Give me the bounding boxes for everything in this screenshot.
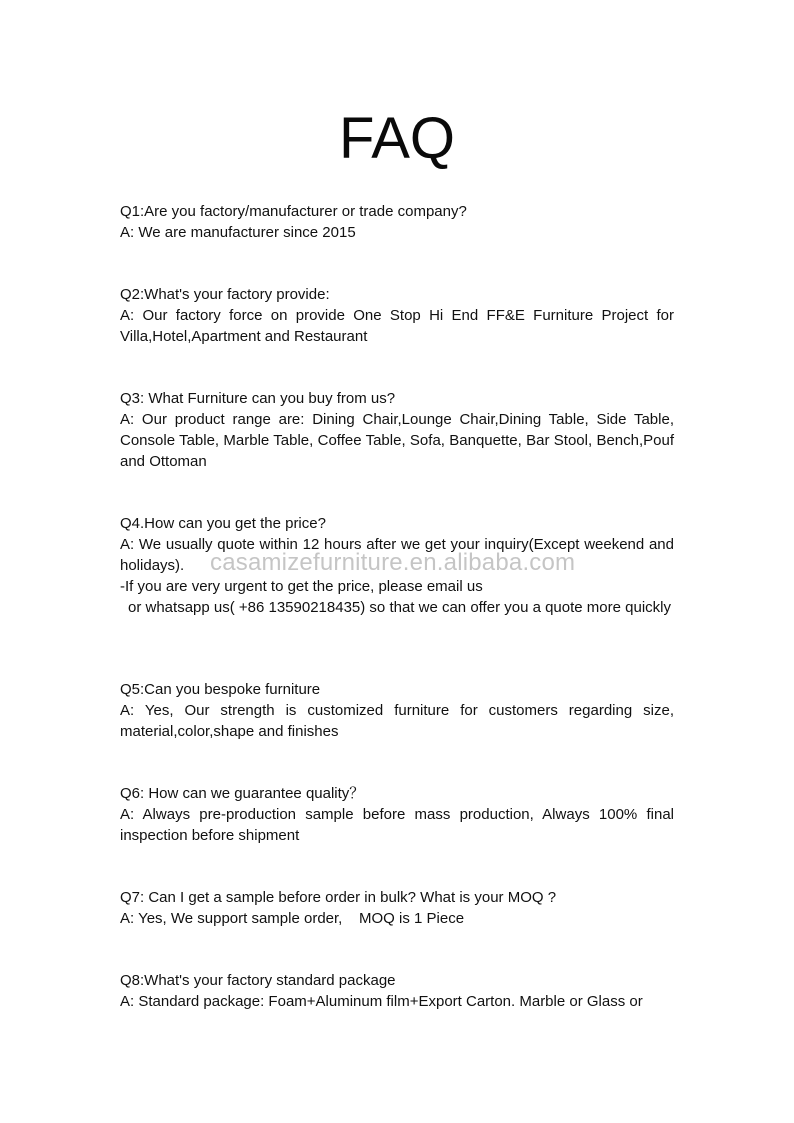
faq-answer: A: Standard package: Foam+Aluminum film+Export Carton. Marble or Glass or bbox=[120, 993, 643, 1010]
faq-item-2 bbox=[120, 284, 674, 347]
faq-question: Q4.How can you get the price? bbox=[120, 515, 326, 532]
faq-answer: A: Our product range are: Dining Chair,Lounge Chair,Dining Table, Side Table, Console Table, Marble Table, Coffee Table, Sofa, Banquette, Bar Stool, Bench,Pouf and Ottoman bbox=[120, 411, 674, 470]
faq-answer: A: We are manufacturer since 2015 bbox=[120, 224, 356, 241]
faq-question: Q7: Can I get a sample before order in bulk? What is your MOQ ? bbox=[120, 889, 557, 906]
faq-answer: A: Yes, We support sample order, MOQ is 1 Piece bbox=[120, 910, 465, 927]
faq-question: Q5:Can you bespoke furniture bbox=[120, 681, 321, 698]
faq-answer-note: -If you are very urgent to get the price, please email us bbox=[120, 578, 483, 595]
faq-question: Q6: How can we guarantee quality？ bbox=[120, 785, 365, 802]
faq-item-3 bbox=[120, 388, 674, 472]
faq-item-8 bbox=[120, 970, 674, 1012]
faq-item-5 bbox=[120, 679, 674, 742]
faq-item-6 bbox=[120, 783, 674, 846]
faq-item-1 bbox=[120, 201, 674, 243]
faq-answer: A: Yes, Our strength is customized furniture for customers regarding size, material,color,shape and finishes bbox=[120, 702, 674, 740]
faq-answer: A: Our factory force on provide One Stop Hi End FF&E Furniture Project for Villa,Hotel,Apartment and Restaurant bbox=[120, 307, 674, 345]
watermark: casamizefurniture.en.alibaba.com bbox=[210, 549, 576, 576]
faq-question: Q8:What's your factory standard package bbox=[120, 972, 396, 989]
page-title: FAQ bbox=[338, 106, 456, 171]
faq-answer-note: or whatsapp us( +86 13590218435) so that we can offer you a quote more quickly bbox=[128, 599, 671, 616]
faq-answer: A: Always pre-production sample before mass production, Always 100% final inspection before shipment bbox=[120, 806, 674, 844]
faq-item-7 bbox=[120, 887, 674, 929]
faq-answer: A: We usually quote within 12 hours after we get your inquiry(Except weekend and holidays). bbox=[120, 536, 674, 574]
faq-question: Q3: What Furniture can you buy from us? bbox=[120, 390, 396, 407]
faq-question: Q2:What's your factory provide: bbox=[120, 286, 330, 303]
faq-question: Q1:Are you factory/manufacturer or trade company? bbox=[120, 203, 467, 220]
